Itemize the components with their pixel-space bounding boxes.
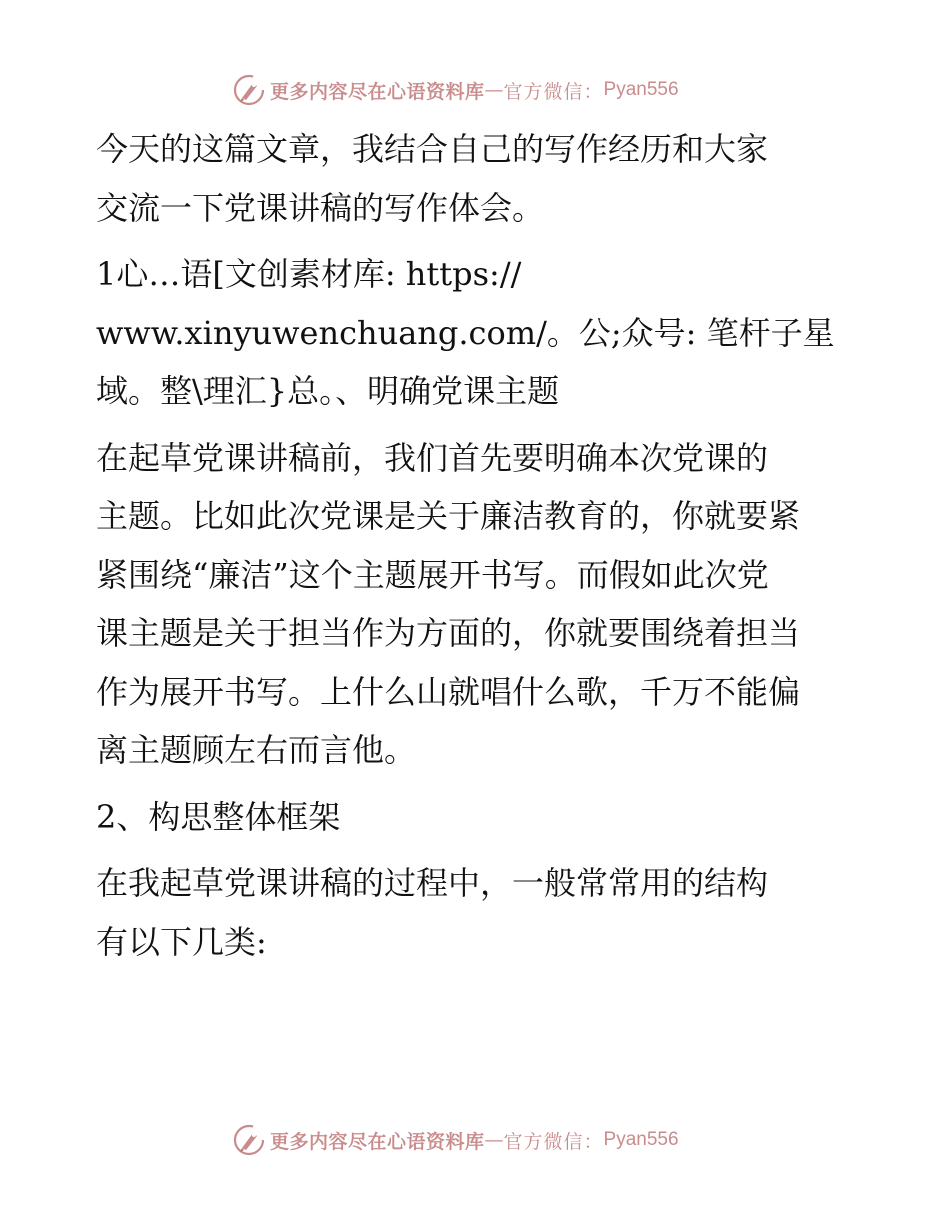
banner-separator: — <box>484 79 504 101</box>
text-line: 作为展开书写。上什么山就唱什么歌，千万不能偏 <box>96 672 801 711</box>
text-line: 主题。比如此次党课是关于廉洁教育的，你就要紧 <box>96 497 801 535</box>
text-line: 在我起草党课讲稿的过程中，一般常常用的结构 <box>96 864 769 902</box>
text-line: 今天的这篇文章，我结合自己的写作经历和大家 <box>96 130 769 168</box>
paragraph-theme-body <box>96 429 866 780</box>
text-line: 1心…语[文创素材库: https:// <box>96 255 522 293</box>
banner-brand-text: 更多内容尽在心语资料库 <box>270 80 485 103</box>
text-line: 在起草党课讲稿前，我们首先要明确本次党课的 <box>96 438 769 477</box>
text-line: 2、构思整体框架 <box>96 797 341 836</box>
banner-separator: — <box>484 1129 504 1151</box>
banner-brand-text: 更多内容尽在心语资料库 <box>270 1130 485 1153</box>
text-line: 交流一下党课讲稿的写作体会。 <box>96 188 545 227</box>
header-banner <box>232 72 679 108</box>
banner-official-label: 官方微信： <box>503 80 604 103</box>
text-line: 离主题顾左右而言他。 <box>96 731 417 769</box>
paragraph-section-2-heading <box>96 788 866 847</box>
paragraph-intro <box>96 120 866 237</box>
document-body <box>96 120 866 979</box>
text-line: 有以下几类: <box>96 922 267 961</box>
text-line: 课主题是关于担当作为方面的，你就要围绕着担当 <box>96 614 801 652</box>
banner-official-label: 官方微信： <box>503 1130 604 1153</box>
banner-wechat-id: Pyan556 <box>603 1129 679 1150</box>
text-line: 紧围绕“廉洁”这个主题展开书写。而假如此次党 <box>96 555 769 594</box>
text-line: 域。整\理汇}总。、明确党课主题 <box>96 372 560 410</box>
text-line: www.xinyuwenchuang.com/。公;众号: 笔杆子星 <box>96 313 835 352</box>
banner-wechat-id: Pyan556 <box>603 79 679 100</box>
paragraph-structure-intro <box>96 854 866 971</box>
pen-nib-logo-icon <box>232 73 266 107</box>
paragraph-section-1-heading <box>96 245 866 421</box>
footer-banner <box>232 1122 679 1158</box>
pen-nib-logo-icon <box>232 1123 266 1157</box>
